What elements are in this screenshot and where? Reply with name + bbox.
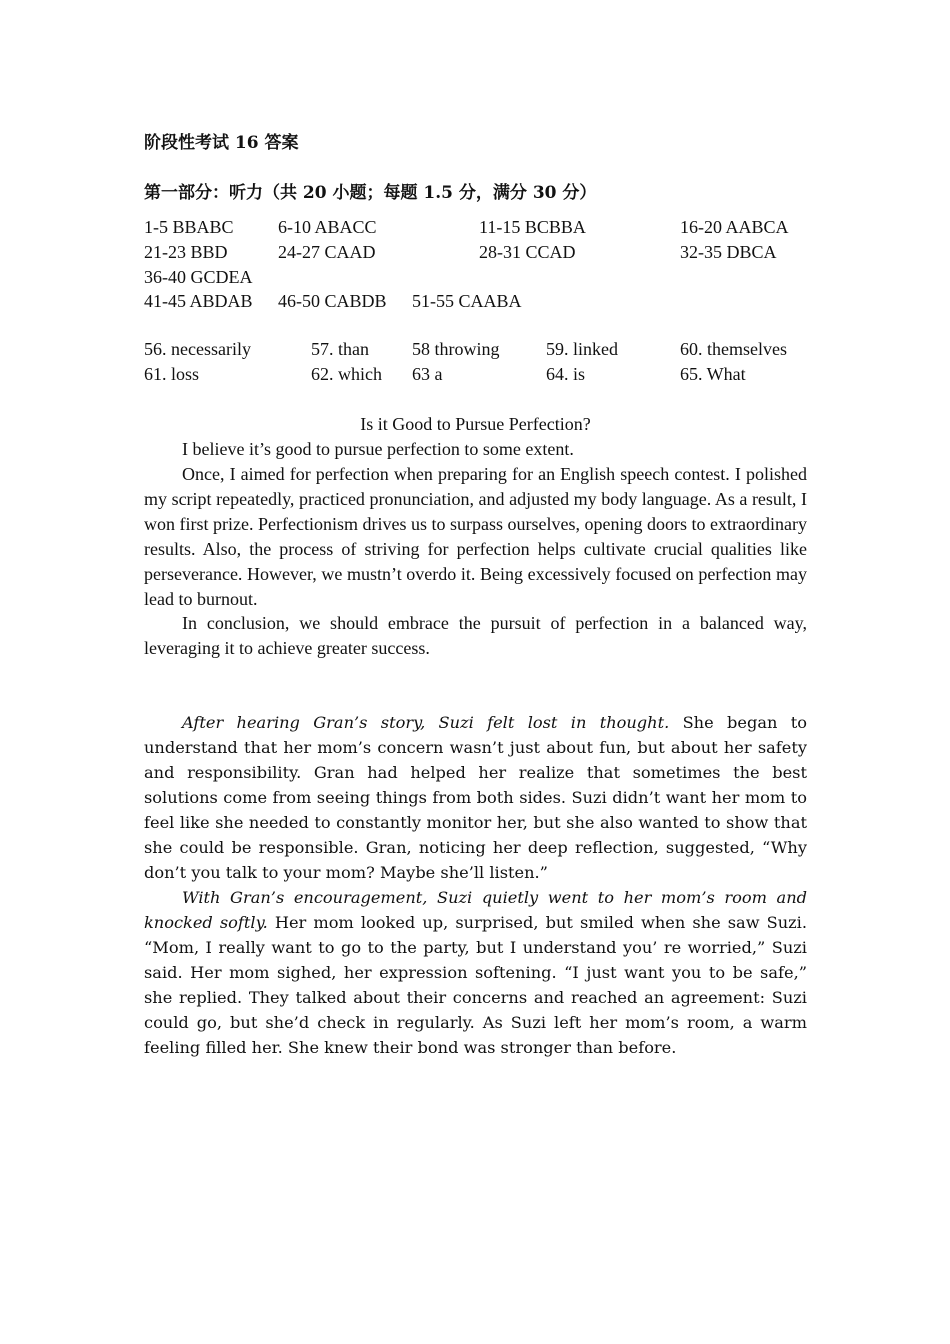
answer-group: 28-31 CCAD: [479, 242, 576, 262]
answer-group: 51-55 CAABA: [412, 291, 522, 311]
essay-paragraph: Once, I aimed for perfection when preparing for an English speech contest. I polished my script repeatedly, practiced pronunciation, and adjusted my body language. As a result, I won first prize. Perfectionism drives us to surpass ourselves, opening doors to extraordinary results. Also, the process of striving for perfection helps cultivate crucial qualities like perseverance. However, we mustn’t overdo it. Being excessively focused on perfection may lead to burnout.: [144, 464, 807, 609]
answer-group: 11-15 BCBBA: [479, 217, 586, 237]
fill-answer: 60. themselves: [680, 339, 787, 359]
fill-answer: 56. necessarily: [144, 339, 251, 359]
essay-paragraph: In conclusion, we should embrace the pursuit of perfection in a balanced way, leveraging it to achieve greater success.: [144, 613, 807, 658]
story-lead-sentence: With Gran’s encouragement, Suzi quietly went to her mom’s room and knocked softly.: [144, 888, 807, 932]
answer-group: 32-35 DBCA: [680, 242, 777, 262]
document-title: 阶段性考试 16 答案: [144, 133, 299, 153]
story-body: Her mom looked up, surprised, but smiled when she saw Suzi. “Mom, I really want to go to the party, but I understand you’ re worried,” Suzi said. Her mom sighed, her expression softening. “I just want you to be safe,” she replied. They talked about their concerns and reached an agreement: Suzi could go, but she’d check in regularly. As Suzi left her mom’s room, a warm feeling filled her. She knew their bond was stronger than before.: [144, 913, 808, 1057]
fill-answer: 58 throwing: [412, 339, 500, 359]
answer-group: 21-23 BBD: [144, 242, 228, 262]
story-paragraph: [144, 885, 807, 1060]
section-title: 第一部分：听力（共 20 小题；每题 1.5 分，满分 30 分）: [144, 183, 597, 203]
essay-title: Is it Good to Pursue Perfection?: [360, 414, 591, 434]
story-lead-sentence: After hearing Gran’s story, Suzi felt lost in thought.: [182, 713, 670, 732]
fill-answer: 63 a: [412, 364, 443, 384]
story-body: She began to understand that her mom’s concern wasn’t just about fun, but about her safety and responsibility. Gran had helped her realize that sometimes the best solutions come from seeing things from both sides. Suzi didn’t want her mom to feel like she needed to constantly monitor her, but she also wanted to show that she could be responsible. Gran, noticing her deep reflection, suggested, “Why don’t you talk to your mom? Maybe she’ll listen.”: [144, 713, 807, 882]
story-paragraph: [144, 710, 807, 885]
fill-answer: 61. loss: [144, 364, 200, 384]
fill-answer: 65. What: [680, 364, 746, 384]
essay-paragraph: I believe it’s good to pursue perfection to some extent.: [182, 439, 574, 459]
answer-group: 36-40 GCDEA: [144, 267, 253, 287]
answer-group: 16-20 AABCA: [680, 217, 789, 237]
answer-group: 46-50 CABDB: [278, 291, 387, 311]
fill-answer: 57. than: [311, 339, 369, 359]
answer-group: 6-10 ABACC: [278, 217, 377, 237]
answer-group: 41-45 ABDAB: [144, 291, 253, 311]
answer-group: 1-5 BBABC: [144, 217, 234, 237]
fill-answer: 59. linked: [546, 339, 618, 359]
answer-group: 24-27 CAAD: [278, 242, 376, 262]
fill-answer: 62. which: [311, 364, 382, 384]
fill-answer: 64. is: [546, 364, 586, 384]
